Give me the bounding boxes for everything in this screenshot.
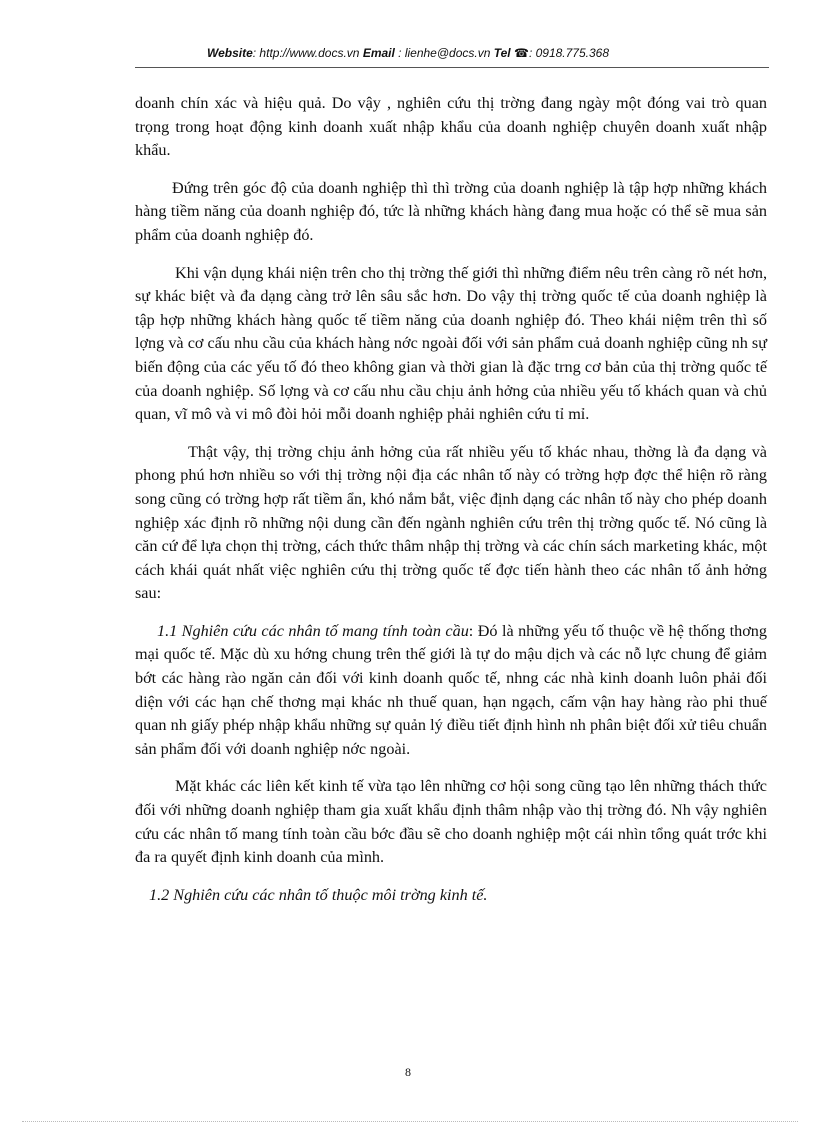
website-value: : http://www.docs.vn: [252, 46, 363, 60]
email-value: : lienhe@docs.vn: [394, 46, 494, 60]
header-divider: [135, 67, 769, 68]
page-number: 8: [405, 1065, 411, 1079]
paragraph-6: Mặt khác các liên kết kinh tế vừa tạo lên những cơ hội song cũng tạo lên những thách thức đối với những doanh nghiệp tham gia xuất khẩu định thâm nhập vào thị trờng đó. Nh vậy nghiên cứu các nhân tố mang tính toàn cầu bớc đầu sẽ cho doanh nghiệp một cái nhìn tổng quát trớc khi đa ra quyết định kinh doanh của mình.: [135, 777, 767, 867]
phone-icon: ☎: [513, 46, 529, 60]
section-1-1: [135, 620, 767, 762]
paragraph-1: doanh chín xác và hiệu quả. Do vậy , nghiên cứu thị trờng đang ngày một đóng vai trò quan trọng trong hoạt động kinh doanh xuất nhập khẩu của doanh nghiệp chuyên doanh xuất nhập khẩu.: [135, 94, 767, 160]
email-label: Email: [362, 46, 395, 60]
tel-value: : 0918.775.368: [528, 46, 610, 60]
page-header: [0, 46, 816, 60]
paragraph-3: Khi vận dụng khái niện trên cho thị trờng thế giới thì những điểm nêu trên càng rõ nét hơn, sự khác biệt và đa dạng càng trở lên sâu sắc hơn. Do vậy thị trờng quốc tế của doanh nghiệp là tập hợp những khách hàng quốc tế tiềm năng của doanh nghiệp đó. Theo khái niệm trên thì số lợng và cơ cấu nhu cầu của khách hàng nớc ngoài đối với sản phẩm cuả doanh nghiệp cũng nh sự biến động của các yếu tố đó theo không gian và thời gian là đặc trng cơ bản của thị trờng quốc tế của doanh nghiệp. Số lợng và cơ cấu nhu cầu chịu ảnh hởng của nhiều yếu tố khách quan và chủ quan, vĩ mô và vi mô đòi hỏi mỗi doanh nghiệp phải nghiên cứu tỉ mỉ.: [135, 263, 767, 424]
paragraph-2: Đứng trên góc độ của doanh nghiệp thì thì trờng của doanh nghiệp là tập hợp những khách hàng tiềm năng của doanh nghiệp đó, tức là những khách hàng đang mua hoặc có thể sẽ mua sản phẩm của doanh nghiệp đó.: [135, 178, 767, 244]
paragraph-4: Thật vậy, thị trờng chịu ảnh hởng của rất nhiều yếu tố khác nhau, thờng là đa dạng và phong phú hơn nhiều so với thị trờng nội địa các nhân tố này có trờng hợp đợc thể hiện rõ ràng song cũng có trờng hợp rất tiềm ẩn, khó nắm bắt, việc định dạng các nhân tố này cho phép doanh nghiệp xác định rõ những nội dung cần đến ngành nghiên cứu trên thị trờng quốc tế. Nó cũng là căn cứ để lựa chọn thị trờng, cách thức thâm nhập thị trờng và các chín sách marketing khác, một cách khái quát nhất việc nghiên cứu thị trờng quốc tế đợc tiến hành theo các nhân tố ảnh hởng sau:: [135, 442, 767, 603]
website-label: Website: [206, 46, 253, 60]
section-1-1-body: : Đó là những yếu tố thuộc về hệ thống thơng mại quốc tế. Mặc dù xu hớng chung trên thế giới là tự do mậu dịch và các nỗ lực chung để giảm bớt các hàng rào ngăn cản đối với kinh doanh quốc tế, nhng các nhà kinh doanh luôn phải đối diện với các hạn chế thơng mại khác nh thuế quan, hạn ngạch, cấm vận hay hàng rào phi thuế quan nh giấy phép nhập khẩu những sự quản lý điều tiết định hình nh phân biệt đối xử tiêu chuẩn sản phẩm đối với doanh nghiệp nớc ngoài.: [135, 621, 767, 758]
footer-divider: [22, 1121, 798, 1122]
section-1-1-title: 1.1 Nghiên cứu các nhân tố mang tính toàn cầu: [157, 621, 469, 640]
section-1-2-title: 1.2 Nghiên cứu các nhân tố thuộc môi trờng kinh tế.: [149, 885, 488, 904]
tel-label: Tel: [493, 46, 511, 60]
document-body: [135, 92, 767, 907]
